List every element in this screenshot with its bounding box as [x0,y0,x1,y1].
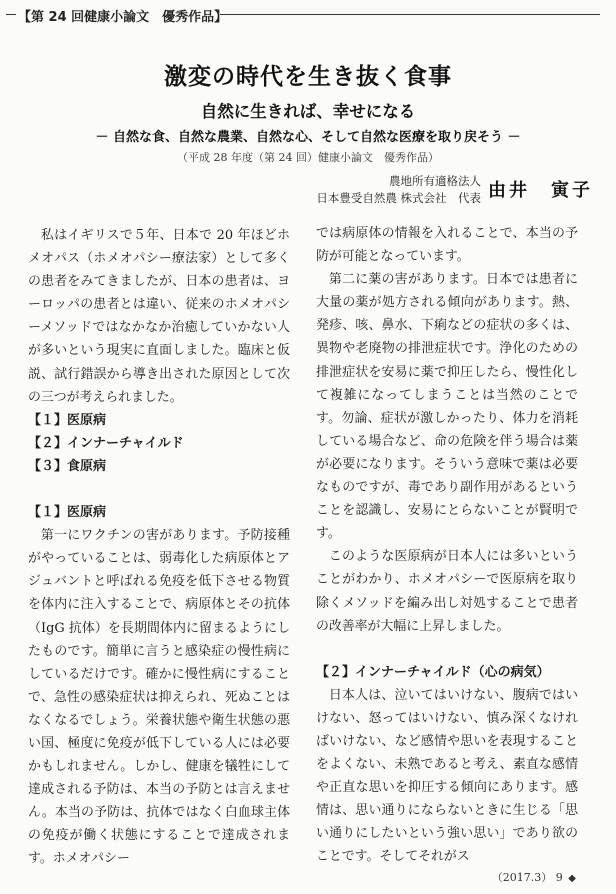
issue-date: （2017.3） [491,871,553,884]
cause-list-item-1: 【１】医原病 [28,412,107,428]
header-rule-left [6,14,16,15]
article-subtitle: 自然に生きれば、幸せになる [200,102,416,121]
spacer [316,638,578,661]
series-tag: 【第 24 回健康小論文 優秀作品】 [18,10,228,25]
section-2-heading: 【２】インナーチャイルド（心の病気） [316,664,550,680]
right-column [316,222,578,869]
cause-list-item-2: 【２】インナーチャイルド [28,435,184,451]
continuation-paragraph: では病原体の情報を入れることで、本当の予防が可能となっています。 [316,226,578,265]
author-affiliation [316,173,481,207]
left-column [28,224,290,871]
spacer [28,478,290,501]
section-2-paragraph: 日本人は、泣いてはいけない、腹病ではいけない、怒ってはいけない、慎み深くなければいけない、など感情や思いを表現することをよくない、未熟であると考え、素直な感情や正直な思いを抑圧する傾向にあります。感情は、思い通りにならないときに生じる「思い通りにしたいという強い思い」であり欲のことです。そしてそれがス [316,687,578,865]
section-1-paragraph: 第一にワクチンの害があります。予防接種がやっていることは、弱毒化した病原体とアジュバントと呼ばれる免疫を低下させる物質を体内に注入することで、病原体とその抗体（IgG 抗体）を長期間体内に留まるようにしたものです。簡単に言うと感染症の慢性病にしているだけです。確かに慢性病にすることで、急性の感染症状は抑えられ、死ぬことはなくなるでしょう。栄養状態や衛生状態の悪い国、極度に免疫が低下している人には必要かもしれません。しかし、健康を犠牲にして達成される予防は、本当の予防とは言えません。本当の予防は、抗体ではなく白血球主体の免疫が働く状態にすることで達成されます。ホメオパシー [28,528,290,867]
header-rule [220,14,600,15]
section-1-heading: 【１】医原病 [28,505,107,521]
drugs-paragraph: 第二に薬の害があります。日本では患者に大量の薬が処方される傾向があります。熱、発疹、咳、鼻水、下痢などの症状の多くは、異物や老廃物の排泄症状です。浄化のための排泄症状を安易に薬で抑圧したら、慢性化して複雑になってしまうことは当然のことです。勿論、症状が激しかったり、体力を消耗している場合など、命の危険を伴う場合は薬が必要になります。そういう意味で薬は必要なものですが、毒であり副作用があるということを認識し、安易にとらないことが賢明です。 [316,272,578,542]
affiliation-line-2: 日本豊受自然農 株式会社 代表 [316,191,481,205]
method-paragraph: このような医原病が日本人には多いということがわかり、ホメオパシーで医原病を取り除くメソッドを編み出し対処することで患者の改善率が大幅に上昇しました。 [316,549,578,634]
article-tagline: － 自然な食、自然な農業、自然な心、そして自然な医療を取り戻そう － [95,130,521,145]
article-title: 激変の時代を生き抜く食事 [164,64,452,90]
page-number: 9 [555,871,563,884]
page-footer [492,869,576,885]
intro-paragraph: 私はイギリスで５年、日本で 20 年ほどホメオパス（ホメオパシー療法家）として多くの患者をみてきましたが、日本の患者は、ヨーロッパの患者とは違い、従来のホメオパシーメソッドではなかなか治癒していかない人が多いという現実に直面しました。臨床と仮説、試行錯誤から導き出された原因として次の三つが考えられました。 [28,228,290,405]
diamond-icon: ◆ [568,873,576,884]
affiliation-line-1: 農地所有適格法人 [389,174,481,188]
award-note: （平成 28 年度（第 24 回）健康小論文 優秀作品） [177,151,439,164]
title-block [0,58,616,165]
cause-list-item-3: 【３】食原病 [28,458,107,474]
author-name: 由井 寅子 [488,180,593,201]
